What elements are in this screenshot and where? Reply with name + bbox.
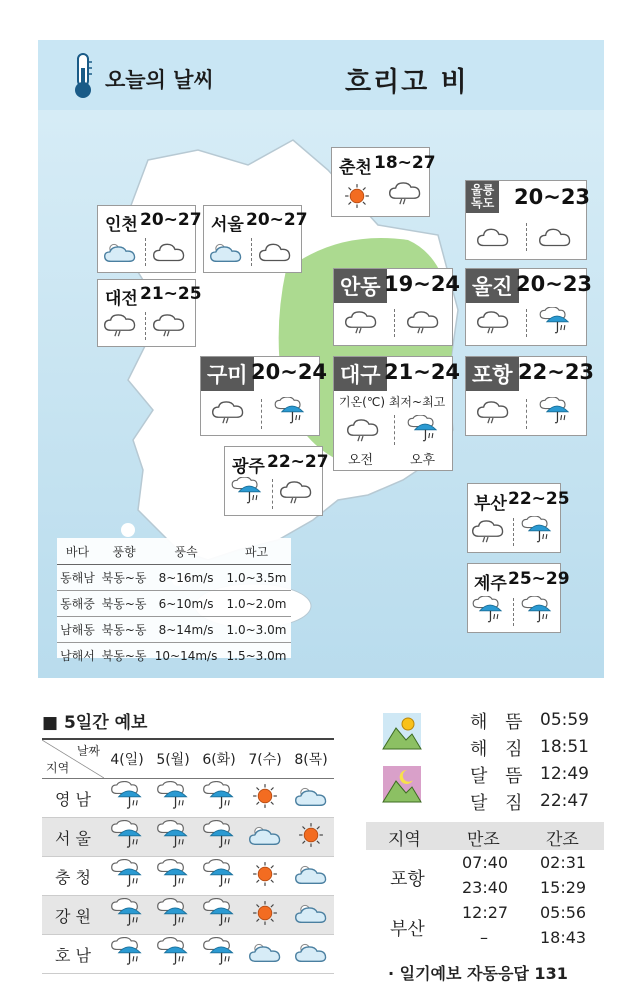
am-label: 오전	[348, 453, 374, 468]
tide-region-pohang: 포항	[390, 869, 425, 890]
tide-low-time: 15:29	[540, 878, 587, 897]
cloud-rain-icon	[476, 399, 510, 427]
city-name-line1: 울릉	[471, 183, 495, 197]
sky-condition: 흐리고 비	[345, 67, 469, 98]
sun-icon	[248, 781, 282, 811]
sea-cell: 8~14m/s	[150, 617, 222, 643]
umbrella-rain-icon	[110, 781, 144, 811]
tide-high-time: 23:40	[462, 878, 509, 897]
city-temp: 20~24	[251, 360, 328, 384]
sea-cell: 동해남	[57, 565, 98, 591]
city-temp: 22~25	[508, 489, 570, 509]
city-card-gwangju	[224, 446, 329, 516]
umbrella-rain-icon	[273, 397, 307, 425]
city-tag: 안동	[334, 269, 387, 303]
umbrella-rain-icon	[538, 307, 572, 335]
cloud-icon	[152, 238, 186, 266]
cloud-rain-icon	[471, 518, 505, 546]
corner-region-label: 지역	[46, 761, 70, 775]
sun-icon	[248, 898, 282, 928]
tide-low-time: 18:43	[540, 928, 587, 947]
umbrella-rain-icon	[202, 820, 236, 850]
umbrella-rain-icon	[520, 516, 554, 544]
city-temp: 20~23	[514, 185, 591, 209]
sun-icon	[294, 820, 328, 850]
umbrella-rain-icon	[538, 397, 572, 425]
umbrella-rain-icon	[110, 937, 144, 967]
sea-cell: 북동~동	[98, 591, 150, 617]
umbrella-rain-icon	[110, 898, 144, 928]
forecast-day: 4(일)	[104, 739, 150, 779]
umbrella-rain-icon	[202, 937, 236, 967]
forecast-region: 영 남	[42, 779, 104, 818]
city-name: 광주	[232, 457, 265, 477]
tide-header-region: 지역	[388, 830, 421, 850]
moonrise-icon	[382, 765, 422, 803]
pm-label: 오후	[410, 453, 436, 468]
cloud-rain-icon	[388, 180, 422, 208]
forecast-corner-cell	[42, 739, 104, 779]
forecast-row	[42, 857, 334, 896]
page-title: 오늘의 날씨	[105, 68, 214, 92]
tide-region-busan: 부산	[390, 919, 425, 940]
city-card-chuncheon	[331, 147, 436, 217]
sunset-time: 18:51	[540, 737, 589, 757]
sea-cell: 1.0~3.0m	[222, 617, 291, 643]
forecast-day: 8(목)	[288, 739, 334, 779]
sea-cell: 북동~동	[98, 617, 150, 643]
sunrise-time: 05:59	[540, 710, 589, 730]
city-name: 부산	[474, 494, 507, 514]
sea-cell: 북동~동	[98, 565, 150, 591]
umbrella-rain-icon	[110, 820, 144, 850]
tide-high-time: 07:40	[462, 853, 509, 872]
city-card-seoul	[203, 205, 308, 273]
sea-cell: 6~10m/s	[150, 591, 222, 617]
umbrella-rain-icon	[230, 477, 264, 505]
umbrella-rain-icon	[202, 859, 236, 889]
forecast-region: 서 울	[42, 818, 104, 857]
moonrise-label: 달 뜸	[470, 766, 529, 787]
sea-row	[57, 617, 291, 643]
tide-low-time: 02:31	[540, 853, 587, 872]
umbrella-rain-icon	[406, 415, 440, 443]
cloud-sun-icon	[248, 937, 282, 967]
cloud-rain-icon	[279, 479, 313, 507]
city-tag: 울진	[466, 269, 519, 303]
forecast-row	[42, 818, 334, 857]
temp-legend: 기온(℃) 최저~최고	[339, 395, 446, 409]
forecast-region: 강 원	[42, 896, 104, 935]
sea-cell: 남해동	[57, 617, 98, 643]
cloud-rain-icon	[103, 312, 137, 340]
cloud-icon	[476, 223, 510, 251]
city-name: 대전	[105, 289, 138, 309]
sea-row	[57, 591, 291, 617]
umbrella-rain-icon	[471, 596, 505, 624]
city-temp: 22~23	[518, 360, 595, 384]
city-temp: 19~24	[384, 272, 461, 296]
forecast-region: 충 청	[42, 857, 104, 896]
sea-row	[57, 643, 291, 669]
five-day-forecast-table	[42, 738, 334, 974]
city-temp: 25~29	[508, 569, 570, 589]
footer-note: · 일기예보 자동응답 131	[388, 964, 568, 983]
cloud-rain-icon	[211, 399, 245, 427]
city-card-jeju	[467, 563, 570, 633]
cloud-icon	[258, 238, 292, 266]
sea-header-cell: 풍향	[98, 538, 150, 565]
city-card-incheon	[97, 205, 202, 273]
forecast-title: ■ 5일간 예보	[42, 713, 148, 733]
umbrella-rain-icon	[202, 898, 236, 928]
city-card-daejeon	[97, 279, 202, 347]
tide-high-time: 12:27	[462, 903, 509, 922]
sea-cell: 동해중	[57, 591, 98, 617]
sea-row	[57, 565, 291, 591]
tide-header-low: 간조	[546, 830, 579, 850]
cloud-rain-icon	[346, 417, 380, 445]
sea-cell: 10~14m/s	[150, 643, 222, 669]
city-tag: 포항	[466, 357, 519, 391]
forecast-row	[42, 896, 334, 935]
sun-icon	[248, 859, 282, 889]
umbrella-rain-icon	[520, 596, 554, 624]
city-temp: 21~24	[384, 360, 461, 384]
cloud-sun-icon	[294, 898, 328, 928]
moonset-time: 22:47	[540, 791, 589, 811]
umbrella-rain-icon	[202, 781, 236, 811]
tide-header-high: 만조	[467, 830, 500, 850]
cloud-rain-icon	[476, 309, 510, 337]
forecast-region: 호 남	[42, 935, 104, 974]
city-temp: 20~27	[246, 210, 308, 230]
city-temp: 20~23	[516, 272, 593, 296]
forecast-row	[42, 935, 334, 974]
city-name: 서울	[211, 215, 244, 235]
sea-conditions-table	[57, 538, 291, 663]
sea-header-row	[57, 538, 291, 565]
sea-cell: 8~16m/s	[150, 565, 222, 591]
city-name: 춘천	[339, 158, 372, 178]
sea-header-cell: 바다	[57, 538, 98, 565]
umbrella-rain-icon	[156, 898, 190, 928]
moonrise-time: 12:49	[540, 764, 589, 784]
sea-cell: 남해서	[57, 643, 98, 669]
city-card-gumi	[200, 356, 328, 436]
city-card-pohang	[465, 356, 595, 436]
moonset-label: 달 짐	[470, 793, 529, 814]
umbrella-rain-icon	[156, 937, 190, 967]
forecast-day: 5(월)	[150, 739, 196, 779]
cloud-sun-icon	[294, 937, 328, 967]
city-card-daegu	[333, 356, 461, 471]
cloud-icon	[538, 223, 572, 251]
thermometer-icon	[68, 52, 98, 100]
sea-header-cell: 풍속	[150, 538, 222, 565]
sunset-label: 해 짐	[470, 739, 529, 760]
forecast-row	[42, 779, 334, 818]
city-card-uljin	[465, 268, 593, 346]
umbrella-rain-icon	[156, 820, 190, 850]
sea-cell: 1.5~3.0m	[222, 643, 291, 669]
sun-icon	[340, 182, 374, 210]
cloud-rain-icon	[152, 312, 186, 340]
city-temp: 21~25	[140, 284, 202, 304]
tide-high-time: –	[480, 928, 488, 947]
cloud-sun-icon	[294, 781, 328, 811]
sea-header-cell: 파고	[222, 538, 291, 565]
cloud-rain-icon	[406, 309, 440, 337]
cloud-sun-icon	[103, 238, 137, 266]
city-temp: 20~27	[140, 210, 202, 230]
forecast-day: 7(수)	[242, 739, 288, 779]
sea-cell: 1.0~3.5m	[222, 565, 291, 591]
city-name: 인천	[105, 215, 138, 235]
cloud-sun-icon	[248, 820, 282, 850]
city-name-line2: 독도	[471, 196, 495, 210]
umbrella-rain-icon	[110, 859, 144, 889]
city-card-andong	[333, 268, 461, 346]
city-name: 제주	[474, 574, 507, 594]
umbrella-rain-icon	[156, 781, 190, 811]
city-tag: 구미	[201, 357, 254, 391]
forecast-day: 6(화)	[196, 739, 242, 779]
city-tag: 대구	[334, 357, 387, 391]
umbrella-rain-icon	[156, 859, 190, 889]
tide-low-time: 05:56	[540, 903, 587, 922]
city-card-ulleung	[465, 180, 591, 260]
city-tag	[466, 181, 499, 213]
cloud-rain-icon	[344, 309, 378, 337]
city-card-busan	[467, 483, 570, 553]
corner-date-label: 날짜	[76, 744, 100, 758]
forecast-header-row	[42, 739, 334, 779]
city-temp: 18~27	[374, 153, 436, 173]
sea-cell: 북동~동	[98, 643, 150, 669]
sea-cell: 1.0~2.0m	[222, 591, 291, 617]
city-temp: 22~27	[267, 452, 329, 472]
sunrise-icon	[382, 712, 422, 750]
sunrise-label: 해 뜸	[470, 712, 529, 733]
cloud-sun-icon	[209, 238, 243, 266]
cloud-sun-icon	[294, 859, 328, 889]
